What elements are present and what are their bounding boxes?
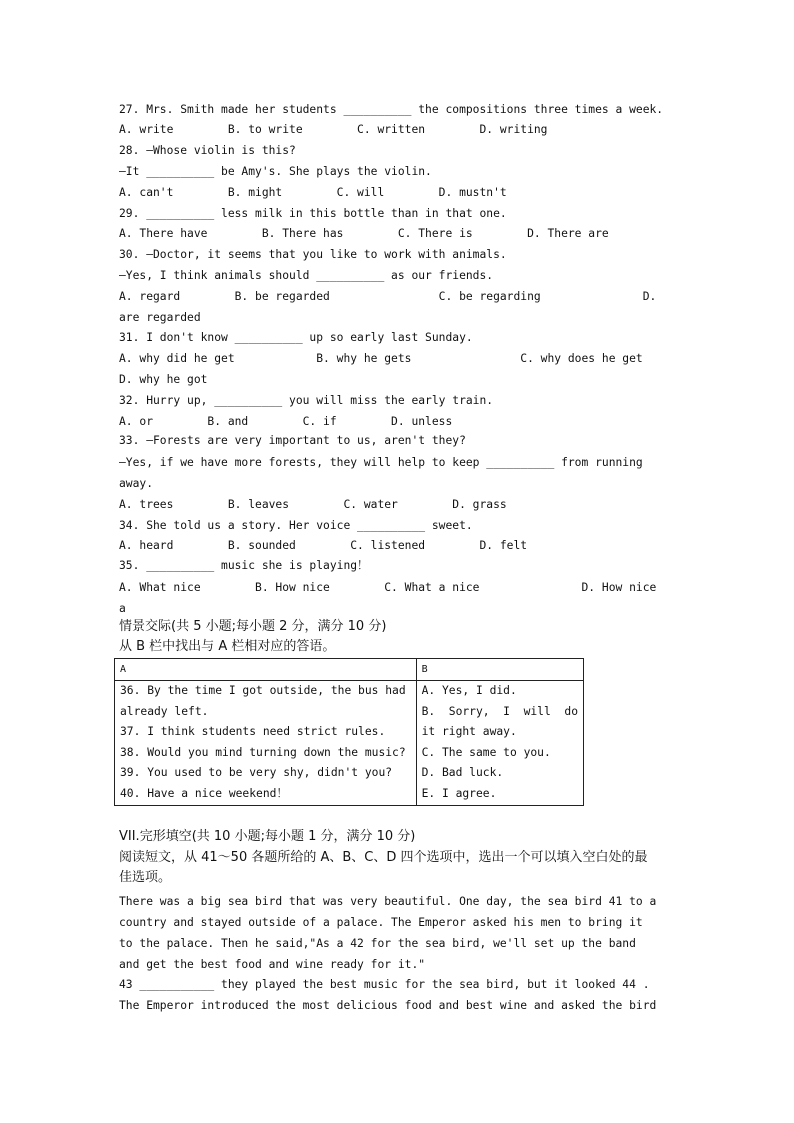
- answer-e: E. I agree.: [421, 786, 497, 800]
- answer-b-cont: it right away.: [421, 725, 517, 739]
- question-32-options: A. or B. and C. if D. unless: [119, 415, 453, 428]
- item-37: 37. I think students need strict rules.: [120, 725, 386, 739]
- question-35-options-cont: a: [119, 602, 126, 615]
- question-30: 30. —Doctor, it seems that you like to work with animals.: [119, 248, 507, 261]
- passage-line-3: to the palace. Then he said,"As a 42 for the sea bird, we'll set up the band: [119, 937, 636, 950]
- passage-line-2: country and stayed outside of a palace. The Emperor asked his men to bring it: [119, 916, 643, 929]
- question-28: 28. —Whose violin is this?: [119, 144, 296, 157]
- question-34: 34. She told us a story. Her voice __________ sweet.: [119, 519, 473, 532]
- section-vi-instruction: 从 B 栏中找出与 A 栏相对应的答语。: [119, 639, 336, 654]
- section-vi-title: 情景交际(共 5 小题;每小题 2 分，满分 10 分): [119, 619, 387, 634]
- column-a: [115, 681, 417, 806]
- question-29-options: A. There have B. There has C. There is D. There are: [119, 227, 609, 240]
- question-29: 29. __________ less milk in this bottle than in that one.: [119, 207, 507, 220]
- item-38: 38. Would you mind turning down the music?: [120, 745, 406, 759]
- question-33-line-2: —Yes, if we have more forests, they will help to keep __________ from running: [119, 456, 643, 469]
- question-28-line-2: —It __________ be Amy's. She plays the violin.: [119, 165, 432, 178]
- item-36-cont: already left.: [120, 704, 209, 718]
- question-33-options: A. trees B. leaves C. water D. grass: [119, 498, 507, 511]
- passage-line-1: There was a big sea bird that was very beautiful. One day, the sea bird 41 to a: [119, 895, 657, 908]
- column-b: [416, 681, 583, 806]
- column-b-header: B: [416, 659, 583, 681]
- item-40: 40. Have a nice weekend！: [120, 786, 288, 800]
- question-35: 35. __________ music she is playing！: [119, 559, 369, 572]
- answer-a: A. Yes, I did.: [421, 684, 517, 697]
- question-35-options: A. What nice B. How nice C. What a nice D. How nice: [119, 581, 657, 594]
- answer-c: C. The same to you.: [421, 745, 551, 759]
- question-31: 31. I don't know __________ up so early last Sunday.: [119, 331, 473, 344]
- section-vii-instruction: 阅读短文，从 41～50 各题所给的 A、B、C、D 四个选项中，选出一个可以填入空白处的最: [119, 850, 648, 865]
- question-34-options: A. heard B. sounded C. listened D. felt: [119, 539, 528, 552]
- question-27: 27. Mrs. Smith made her students __________ the compositions three times a week.: [119, 103, 664, 116]
- question-27-options: A. write B. to write C. written D. writing: [119, 123, 548, 136]
- question-32: 32. Hurry up, __________ you will miss the early train.: [119, 394, 494, 407]
- matching-table: [114, 658, 584, 806]
- passage-line-6: The Emperor introduced the most delicious food and best wine and asked the bird: [119, 999, 657, 1012]
- question-30-options-cont: are regarded: [119, 311, 201, 324]
- answer-d: D. Bad luck.: [421, 766, 504, 780]
- question-33: 33. —Forests are very important to us, aren't they?: [119, 434, 466, 447]
- matching-table-header: [115, 659, 584, 681]
- section-vii-instruction-cont: 佳选项。: [119, 870, 172, 885]
- question-28-options: A. can't B. might C. will D. mustn't: [119, 186, 507, 199]
- column-a-header: A: [115, 659, 417, 681]
- passage-line-5: 43 ___________ they played the best music for the sea bird, but it looked 44 .: [119, 978, 650, 991]
- item-36: 36. By the time I got outside, the bus had: [120, 684, 406, 697]
- passage-line-4: and get the best food and wine ready for it.": [119, 958, 426, 971]
- question-31-options: A. why did he get B. why he gets C. why does he get: [119, 352, 643, 365]
- question-33-line-3: away.: [119, 477, 154, 490]
- question-30-line-2: —Yes, I think animals should __________ as our friends.: [119, 269, 494, 282]
- answer-b: B. Sorry, I will do: [421, 704, 578, 718]
- item-39: 39. You used to be very shy, didn't you?: [120, 766, 393, 780]
- question-30-options: A. regard B. be regarded C. be regarding D.: [119, 290, 657, 303]
- question-31-options-cont: D. why he got: [119, 373, 208, 386]
- matching-table-body: [115, 681, 584, 806]
- section-vii-title: VII.完形填空(共 10 小题;每小题 1 分，满分 10 分): [119, 829, 416, 844]
